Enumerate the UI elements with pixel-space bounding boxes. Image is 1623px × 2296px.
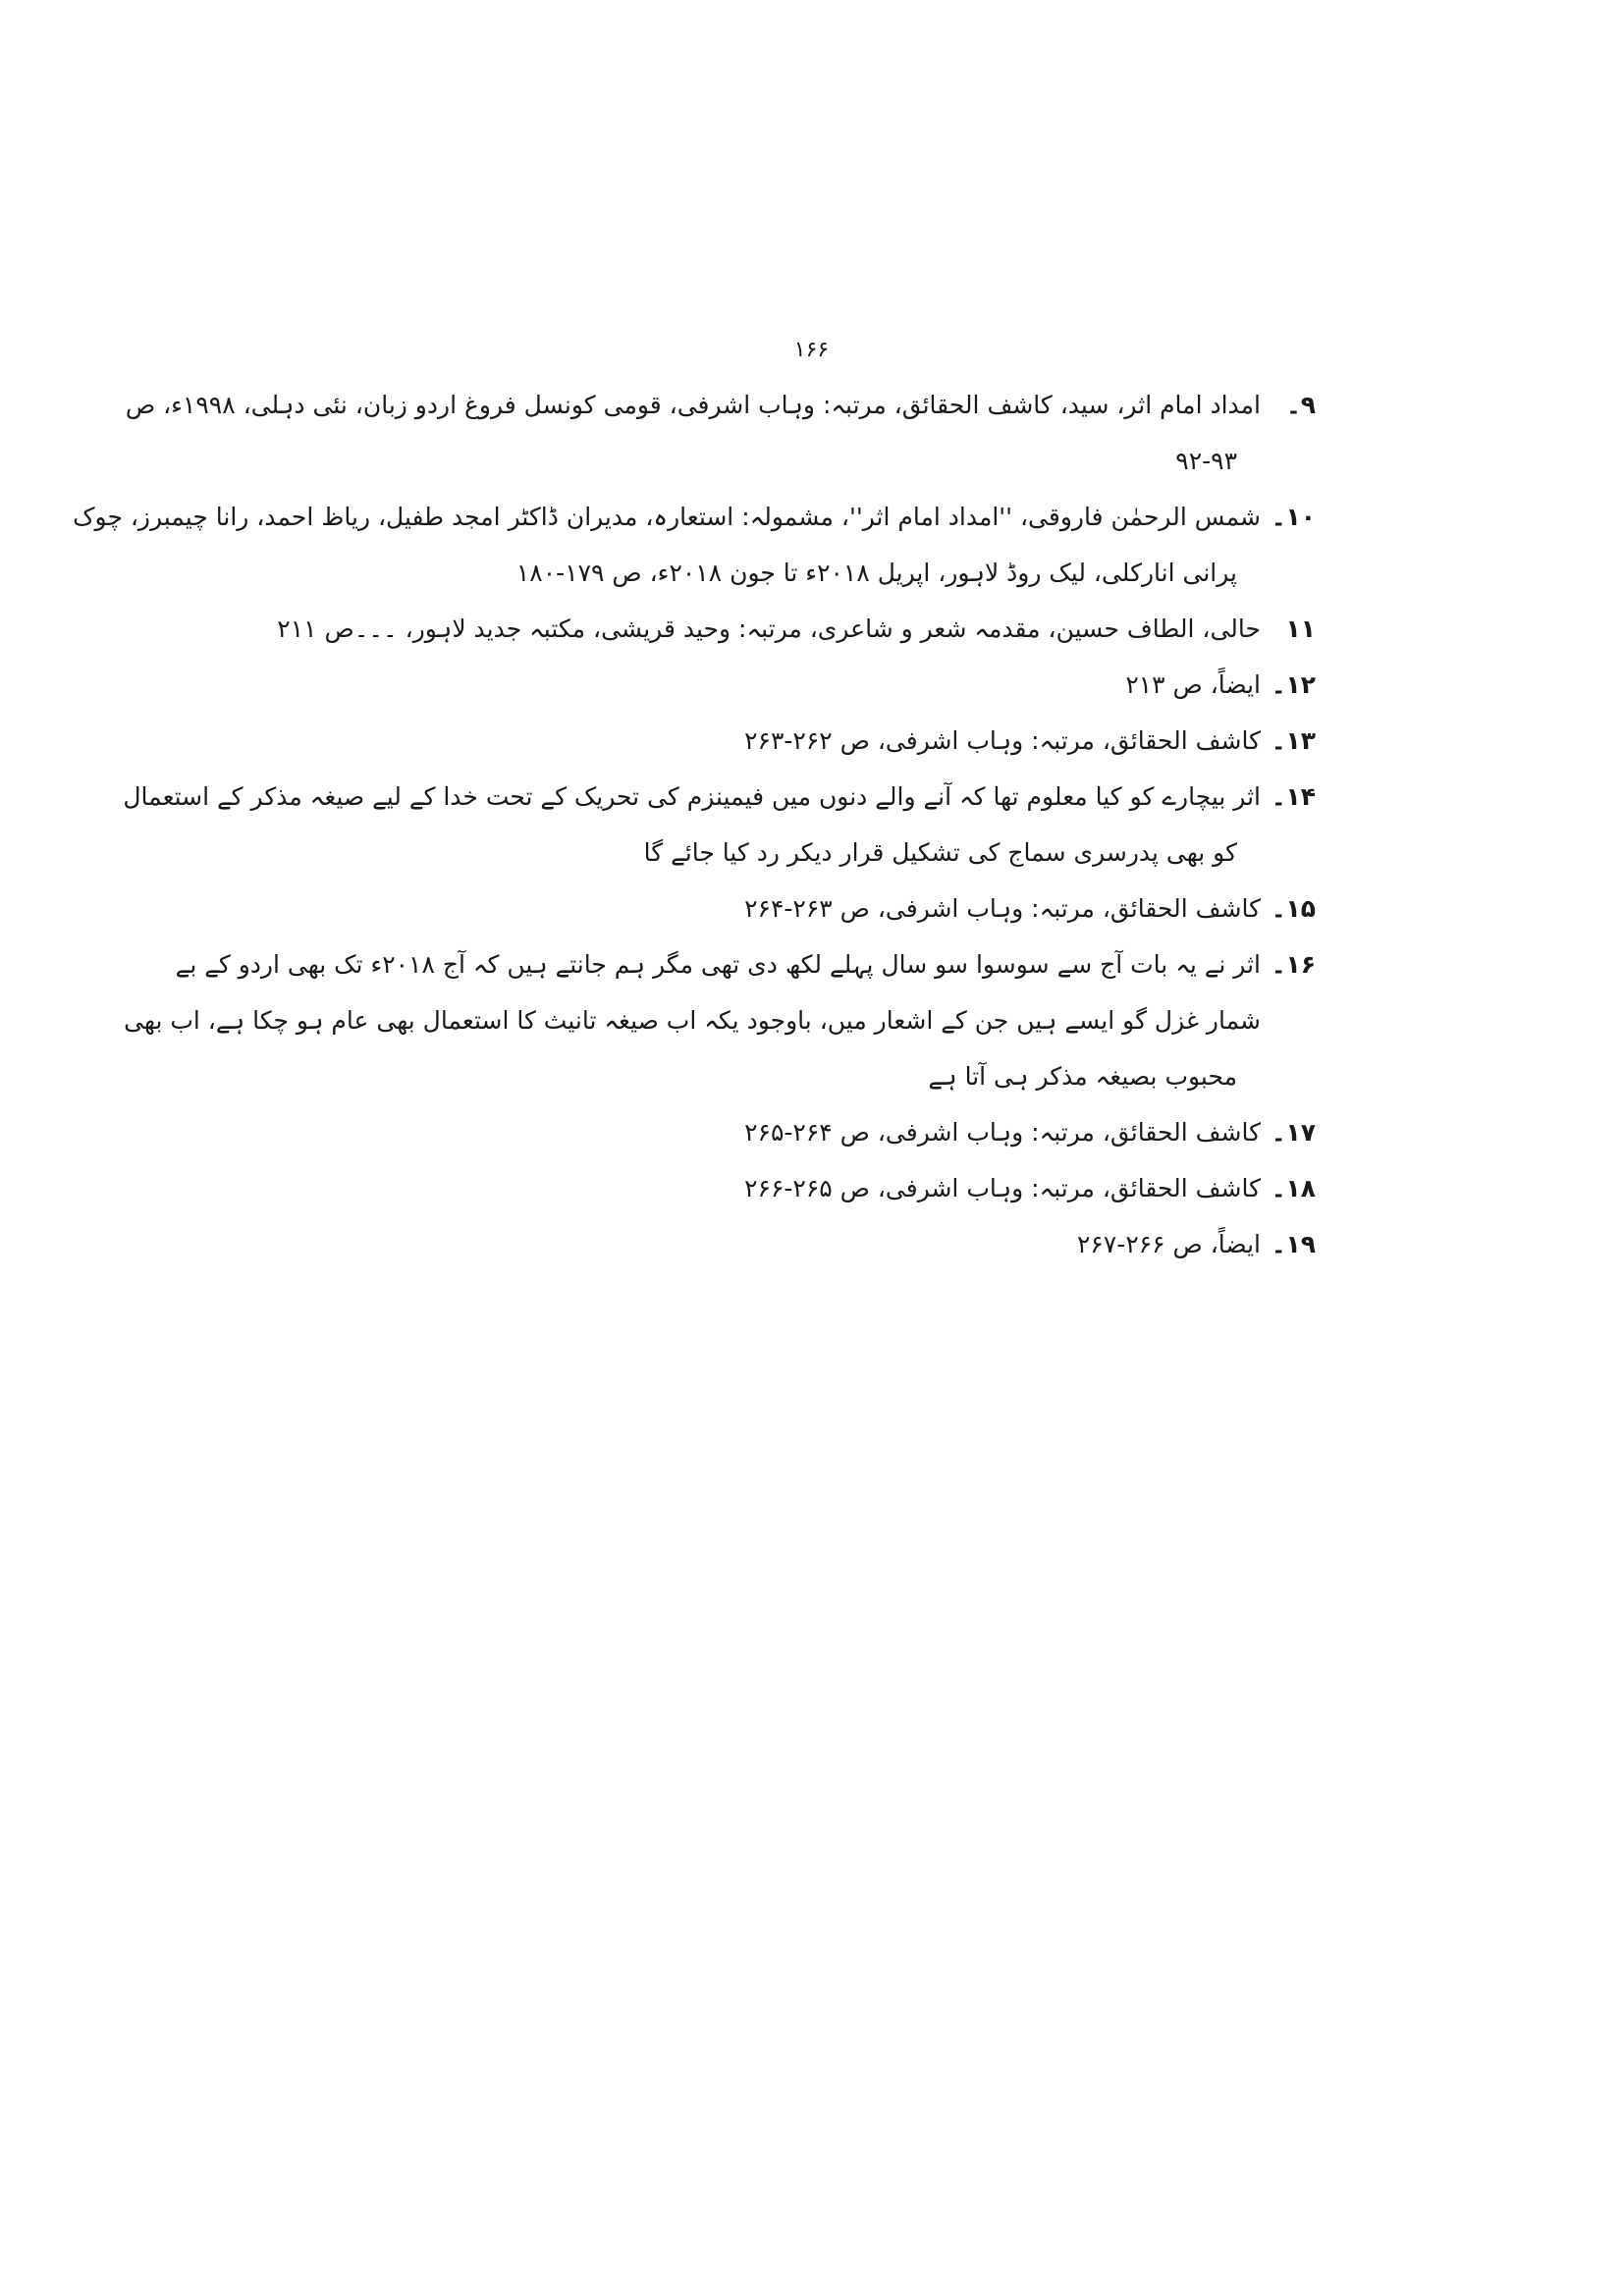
footnote-number: ۱۸۔ bbox=[1271, 1174, 1316, 1202]
footnote-item bbox=[125, 377, 1316, 489]
footnote-line: حالی، الطاف حسین، مقدمہ شعر و شاعری، مرتبہ: وحید قریشی، مکتبہ جدید لاہور، ۔۔۔ص ۲۱۱ bbox=[277, 614, 1261, 643]
footnote-line: ایضاً، ص ۲۶۶-۲۶۷ bbox=[1076, 1230, 1261, 1258]
footnote-item bbox=[324, 1160, 1316, 1216]
footnote-number: ۱۶۔ bbox=[1271, 950, 1316, 979]
footnotes-list bbox=[73, 377, 1316, 1272]
footnote-number: ۱۴۔ bbox=[1271, 782, 1316, 811]
footnote-line: پرانی انارکلی، لیک روڈ لاہور، اپریل ۲۰۱۸ء تا جون ۲۰۱۸ء، ص ۱۷۹-۱۸۰ bbox=[515, 559, 1237, 587]
footnote-line: کاشف الحقائق، مرتبہ: وہاب اشرفی، ص ۲۶۳-۲۶۴ bbox=[744, 894, 1261, 923]
footnote-line: شمس الرحمٰن فاروقی، ''امداد امام اثر''، مشمولہ: استعارہ، مدیران ڈاکٹر امجد طفیل، ریاظ احمد، رانا چیمبرز، چوک bbox=[73, 503, 1261, 531]
footnote-number: ۹۔ bbox=[1286, 391, 1316, 419]
footnote-number: ۱۲۔ bbox=[1271, 670, 1316, 699]
footnote-line: ۹۲-۹۳ bbox=[1175, 447, 1237, 475]
footnote-item bbox=[324, 713, 1316, 769]
footnote-text bbox=[324, 1104, 1261, 1160]
footnote-item bbox=[277, 601, 1316, 657]
footnote-line: محبوب بصیغہ مذکر ہی آتا ہے bbox=[928, 1062, 1237, 1091]
footnote-item bbox=[123, 769, 1316, 881]
footnote-text bbox=[124, 936, 1261, 1104]
footnote-number: ۱۹۔ bbox=[1271, 1230, 1316, 1258]
footnote-item bbox=[324, 1104, 1316, 1160]
footnote-text bbox=[277, 601, 1261, 657]
footnote-line: اثر نے یہ بات آج سے سوسوا سو سال پہلے لکھ دی تھی مگر ہم جانتے ہیں کہ آج ۲۰۱۸ء تک بھی اردو کے بے bbox=[175, 950, 1261, 979]
footnote-line: کاشف الحقائق، مرتبہ: وہاب اشرفی، ص ۲۶۵-۲۶۶ bbox=[744, 1174, 1261, 1202]
footnote-line: کاشف الحقائق، مرتبہ: وہاب اشرفی، ص ۲۶۴-۲۶۵ bbox=[744, 1118, 1261, 1147]
footnote-number: ۱۰۔ bbox=[1271, 503, 1316, 531]
footnote-number: ۱۳۔ bbox=[1271, 726, 1316, 755]
footnote-text bbox=[123, 769, 1261, 881]
footnote-item bbox=[324, 881, 1316, 936]
footnote-text bbox=[73, 489, 1261, 601]
footnote-line: ایضاً، ص ۲۱۳ bbox=[1125, 670, 1261, 699]
footnote-item bbox=[324, 657, 1316, 713]
footnote-item bbox=[324, 1216, 1316, 1272]
footnote-text bbox=[324, 713, 1261, 769]
footnote-text bbox=[324, 881, 1261, 936]
footnote-item bbox=[73, 489, 1316, 601]
footnote-text bbox=[324, 1160, 1261, 1216]
page-number: ۱۶۶ bbox=[793, 338, 830, 362]
footnote-line: کو بھی پدرسری سماج کی تشکیل قرار دیکر رد کیا جائے گا bbox=[643, 838, 1237, 867]
footnote-text bbox=[324, 657, 1261, 713]
footnote-number: ۱۷۔ bbox=[1271, 1118, 1316, 1147]
footnote-text bbox=[126, 377, 1261, 489]
footnote-line: شمار غزل گو ایسے ہیں جن کے اشعار میں، باوجود یکہ اب صیغہ تانیث کا استعمال بھی عام ہو چکا ہے، اب بھی bbox=[124, 1006, 1261, 1035]
footnote-line: امداد امام اثر، سید، کاشف الحقائق، مرتبہ: وہاب اشرفی، قومی کونسل فروغ اردو زبان، نئی دہلی، ۱۹۹۸ء، ص bbox=[125, 391, 1261, 419]
footnote-number: ۱۵۔ bbox=[1271, 894, 1316, 923]
footnote-number: ۱۱ bbox=[1285, 614, 1316, 643]
footnote-item bbox=[124, 936, 1316, 1104]
footnote-line: اثر بیچارے کو کیا معلوم تھا کہ آنے والے دنوں میں فیمینزم کی تحریک کے تحت خدا کے لیے صیغہ مذکر کے استعمال bbox=[123, 782, 1261, 811]
footnote-line: کاشف الحقائق، مرتبہ: وہاب اشرفی، ص ۲۶۲-۲۶۳ bbox=[744, 726, 1261, 755]
footnote-text bbox=[324, 1216, 1261, 1272]
